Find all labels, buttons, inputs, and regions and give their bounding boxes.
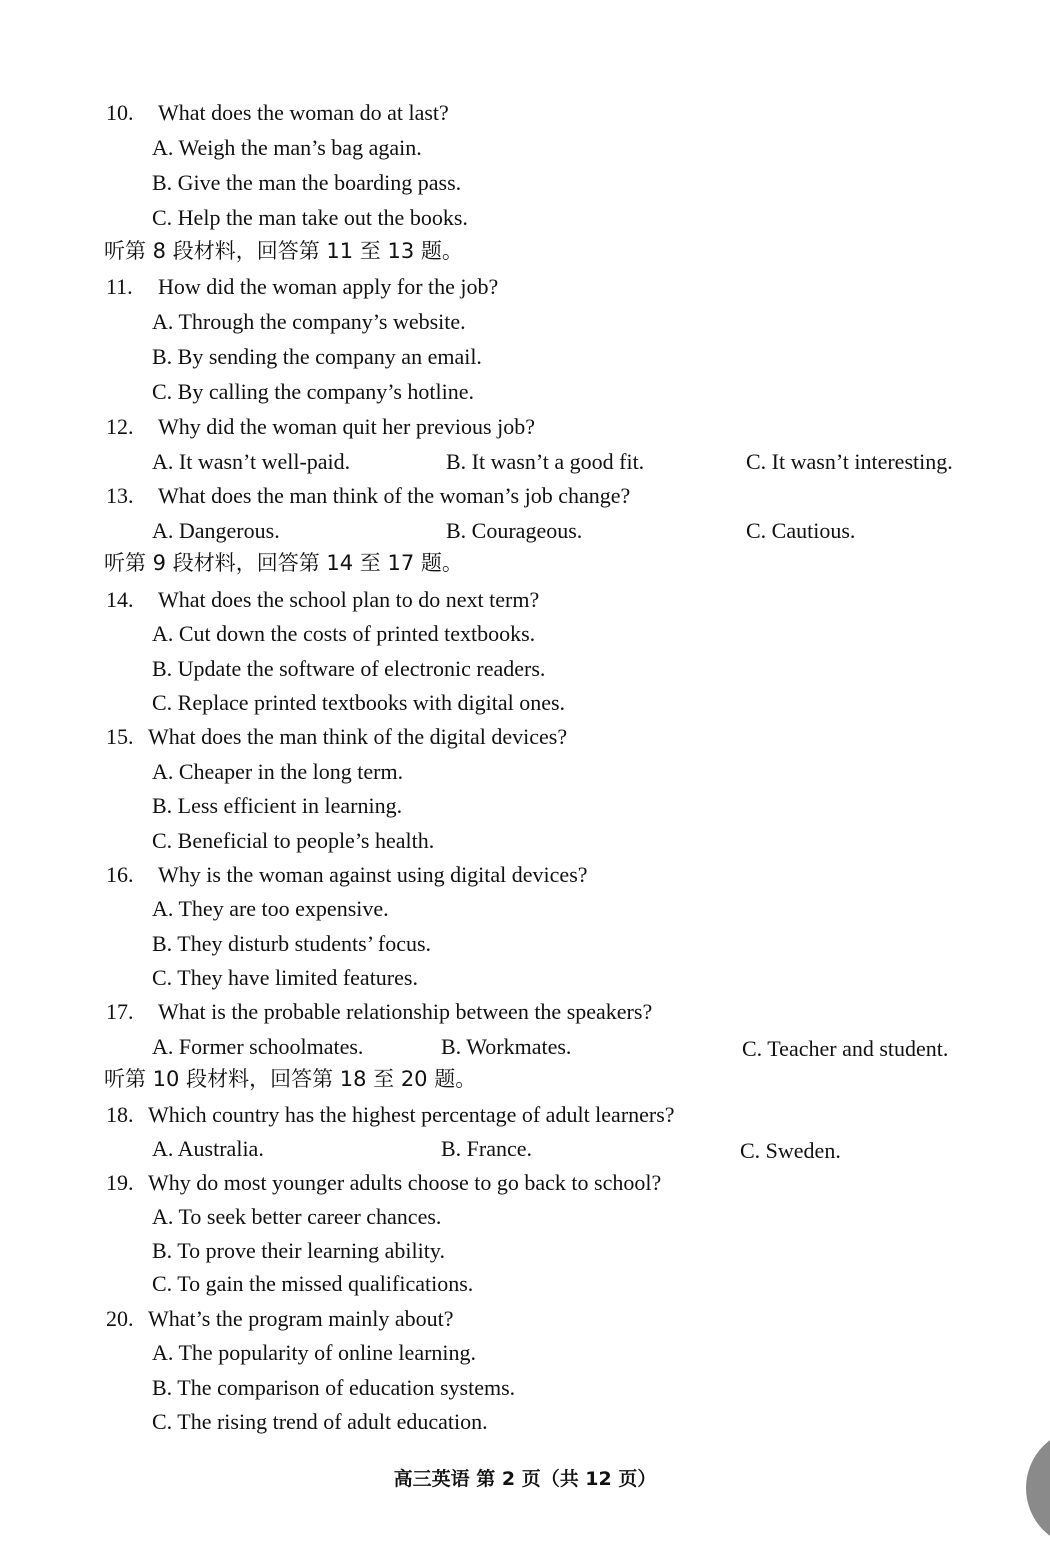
option-a: A. Through the company’s website. <box>152 309 466 334</box>
question-text: What does the man think of the digital devices? <box>148 724 568 749</box>
question-number: 10. <box>106 100 134 125</box>
question-number: 15. <box>106 724 134 749</box>
question-text: Why is the woman against using digital devices? <box>158 862 588 887</box>
question-text: Why did the woman quit her previous job? <box>158 414 535 439</box>
option-b: B. Give the man the boarding pass. <box>152 170 462 195</box>
question-text: What’s the program mainly about? <box>148 1306 454 1331</box>
option-c: C. Help the man take out the books. <box>152 205 468 230</box>
option-b: B. To prove their learning ability. <box>152 1238 445 1263</box>
option-c: C. Replace printed textbooks with digital ones. <box>152 690 566 715</box>
option-c: C. By calling the company’s hotline. <box>152 379 475 404</box>
option-c: C. It wasn’t interesting. <box>746 449 953 474</box>
option-a: A. Australia. <box>152 1136 264 1161</box>
option-b: B. France. <box>441 1136 533 1161</box>
question-18 <box>106 1102 675 1128</box>
page-curl-shadow <box>1026 1428 1050 1548</box>
question-number: 18. <box>106 1102 134 1127</box>
option-c: C. To gain the missed qualifications. <box>152 1271 474 1296</box>
option-b: B. Workmates. <box>441 1034 572 1059</box>
question-text: What does the school plan to do next term? <box>158 587 540 612</box>
option-c: C. They have limited features. <box>152 965 418 990</box>
option-c: C. Teacher and student. <box>742 1036 949 1061</box>
option-c: C. Cautious. <box>746 518 856 543</box>
option-a: A. Dangerous. <box>152 518 280 543</box>
option-b: B. Courageous. <box>446 518 583 543</box>
option-a: A. Cut down the costs of printed textbooks. <box>152 621 536 646</box>
question-16 <box>106 862 588 888</box>
question-text: What is the probable relationship between the speakers? <box>158 999 653 1024</box>
option-a: A. Former schoolmates. <box>152 1034 364 1059</box>
question-text: What does the woman do at last? <box>158 100 449 125</box>
question-number: 20. <box>106 1306 134 1331</box>
section-heading-9: 听第 9 段材料，回答第 14 至 17 题。 <box>104 551 463 575</box>
question-11 <box>106 274 498 300</box>
option-b: B. It wasn’t a good fit. <box>446 449 645 474</box>
section-heading-8: 听第 8 段材料，回答第 11 至 13 题。 <box>104 239 463 263</box>
question-20 <box>106 1306 453 1332</box>
option-a: A. Cheaper in the long term. <box>152 759 404 784</box>
option-a: A. It wasn’t well-paid. <box>152 449 351 474</box>
option-b: B. The comparison of education systems. <box>152 1375 516 1400</box>
option-c: C. The rising trend of adult education. <box>152 1409 488 1434</box>
question-text: How did the woman apply for the job? <box>158 274 499 299</box>
question-number: 17. <box>106 999 134 1024</box>
option-b: B. Update the software of electronic readers. <box>152 656 546 681</box>
option-c: C. Sweden. <box>740 1138 841 1163</box>
page-footer: 高三英语 第 2 页（共 12 页） <box>393 1468 657 1490</box>
section-heading-10: 听第 10 段材料，回答第 18 至 20 题。 <box>104 1067 477 1091</box>
question-number: 11. <box>106 274 133 299</box>
option-b: B. Less efficient in learning. <box>152 793 403 818</box>
question-text: Why do most younger adults choose to go back to school? <box>148 1170 662 1195</box>
question-19 <box>106 1170 661 1196</box>
option-b: B. They disturb students’ focus. <box>152 931 432 956</box>
question-14 <box>106 587 539 613</box>
option-a: A. To seek better career chances. <box>152 1204 442 1229</box>
question-15 <box>106 724 567 750</box>
option-c: C. Beneficial to people’s health. <box>152 828 435 853</box>
question-13 <box>106 483 630 509</box>
question-12 <box>106 414 535 440</box>
question-10 <box>106 100 449 126</box>
question-number: 12. <box>106 414 134 439</box>
question-text: Which country has the highest percentage of adult learners? <box>148 1102 675 1127</box>
option-a: A. Weigh the man’s bag again. <box>152 135 422 160</box>
question-text: What does the man think of the woman’s job change? <box>158 483 631 508</box>
option-a: A. They are too expensive. <box>152 896 389 921</box>
option-a: A. The popularity of online learning. <box>152 1340 477 1365</box>
question-number: 16. <box>106 862 134 887</box>
question-number: 13. <box>106 483 134 508</box>
option-b: B. By sending the company an email. <box>152 344 482 369</box>
question-17 <box>106 999 652 1025</box>
question-number: 14. <box>106 587 134 612</box>
question-number: 19. <box>106 1170 134 1195</box>
